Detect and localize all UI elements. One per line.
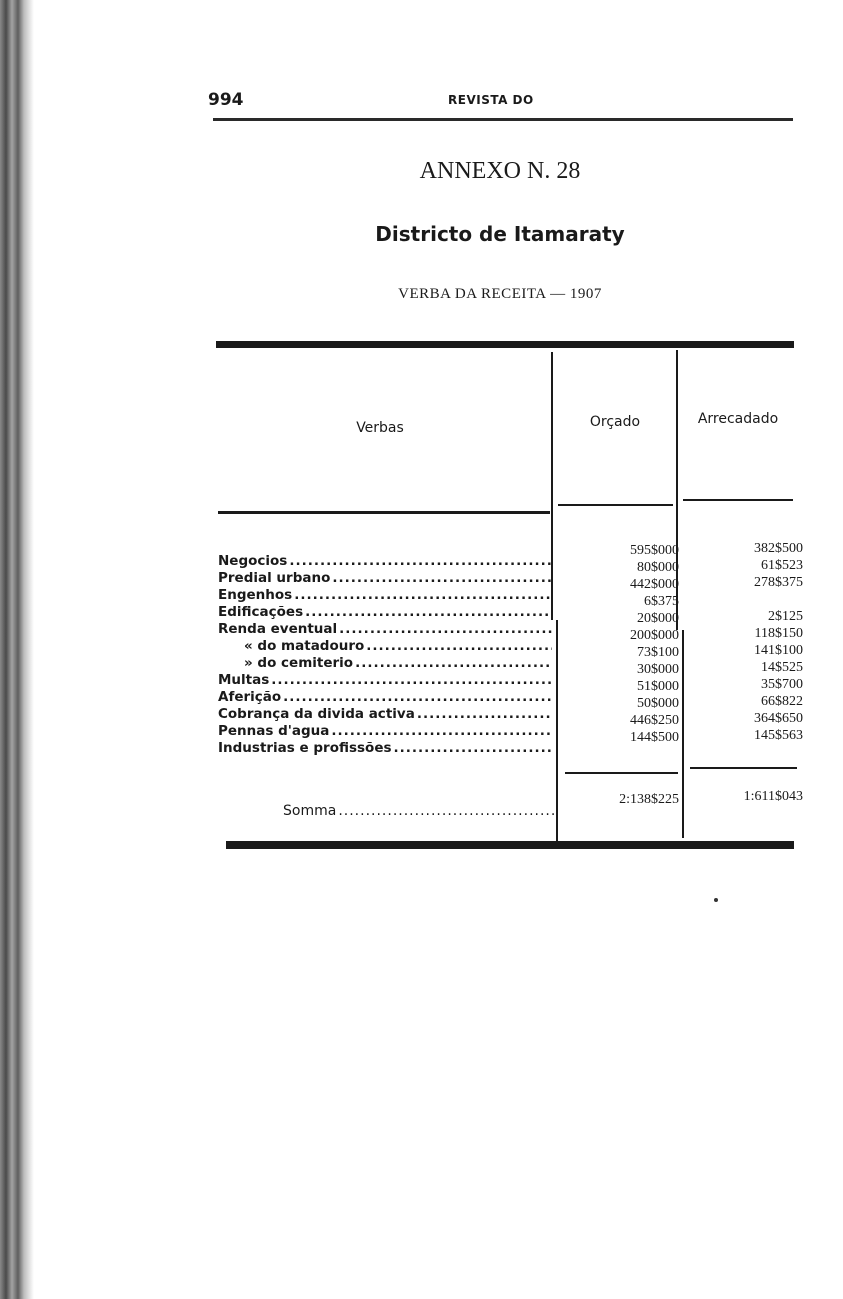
running-head: REVISTA DO (448, 93, 534, 107)
header-bottom-rule-orcado (558, 504, 673, 506)
table-cell-arrecadado (686, 591, 803, 608)
table-cell-orcado: 73$100 (637, 645, 679, 660)
column-header-arrecadado: Arrecadado (697, 411, 779, 427)
column-header-verbas: Verbas (356, 420, 404, 436)
table-row-label: Aferição ..... (218, 689, 552, 706)
table-cell-orcado: 80$000 (637, 560, 679, 575)
table-cell-arrecadado: 145$563 (754, 728, 803, 743)
column-divider-1b (556, 620, 558, 842)
page-number: 994 (208, 90, 244, 110)
table-cell-arrecadado: 382$500 (754, 541, 803, 556)
table-cell-arrecadado: 14$525 (761, 660, 803, 675)
table-row-label: Edificações ..... (218, 604, 552, 621)
page-binding-edge (0, 0, 34, 1299)
table-bottom-rule (226, 841, 794, 849)
table-row-label: Predial urbano ..... (218, 570, 552, 587)
total-orcado: 2:138$225 (619, 792, 679, 807)
table-cell-orcado: 200$000 (630, 628, 679, 643)
table-cell-orcado: 50$000 (637, 696, 679, 711)
column-divider-2b (682, 630, 684, 838)
table-row-label: Renda eventual ..... (218, 621, 552, 638)
table-cell-arrecadado: 141$100 (754, 643, 803, 658)
district-title: Districto de Itamaraty (375, 222, 625, 246)
table-row-label: Pennas d'agua ..... (218, 723, 552, 740)
table-row-label: » do cemiterio ..... (218, 655, 552, 672)
table-cell-orcado: 6$375 (644, 594, 679, 609)
table-cell-arrecadado: 364$650 (754, 711, 803, 726)
total-row-label: Somma ..... (283, 803, 556, 821)
table-cell-arrecadado: 61$523 (761, 558, 803, 573)
table-row-label: « do matadouro ..... (218, 638, 552, 655)
table-top-rule (216, 341, 794, 348)
table-row-label: Cobrança da divida activa ..... (218, 706, 552, 723)
column-header-orcado: Orçado (589, 414, 641, 430)
header-rule (213, 118, 793, 121)
table-cell-orcado: 442$000 (630, 577, 679, 592)
table-cell-orcado: 144$500 (630, 730, 679, 745)
table-cell-arrecadado: 2$125 (768, 609, 803, 624)
table-row-label: Multas ..... (218, 672, 552, 689)
annex-title: ANNEXO N. 28 (419, 158, 581, 184)
table-cell-orcado: 446$250 (630, 713, 679, 728)
print-speck (714, 898, 718, 902)
table-row-label: Negocios ..... (218, 553, 552, 570)
header-bottom-rule-verbas (218, 511, 550, 514)
verba-title: VERBA DA RECEITA — 1907 (398, 286, 602, 302)
table-row-label: Industrias e profissões ..... (218, 740, 552, 757)
table-cell-arrecadado: 66$822 (761, 694, 803, 709)
table-cell-orcado: 30$000 (637, 662, 679, 677)
page-header (208, 90, 793, 112)
table-cell-arrecadado: 35$700 (761, 677, 803, 692)
table-row-label: Engenhos ..... (218, 587, 552, 604)
total-arrecadado: 1:611$043 (743, 789, 803, 804)
table-cell-orcado: 20$000 (637, 611, 679, 626)
total-rule-orcado (565, 772, 678, 774)
table-cell-arrecadado: 278$375 (754, 575, 803, 590)
table-cell-orcado: 595$000 (630, 543, 679, 558)
table-cell-orcado: 51$000 (637, 679, 679, 694)
header-bottom-rule-arrecadado (683, 499, 793, 501)
table-cell-arrecadado: 118$150 (754, 626, 803, 641)
total-rule-arrecadado (690, 767, 797, 769)
